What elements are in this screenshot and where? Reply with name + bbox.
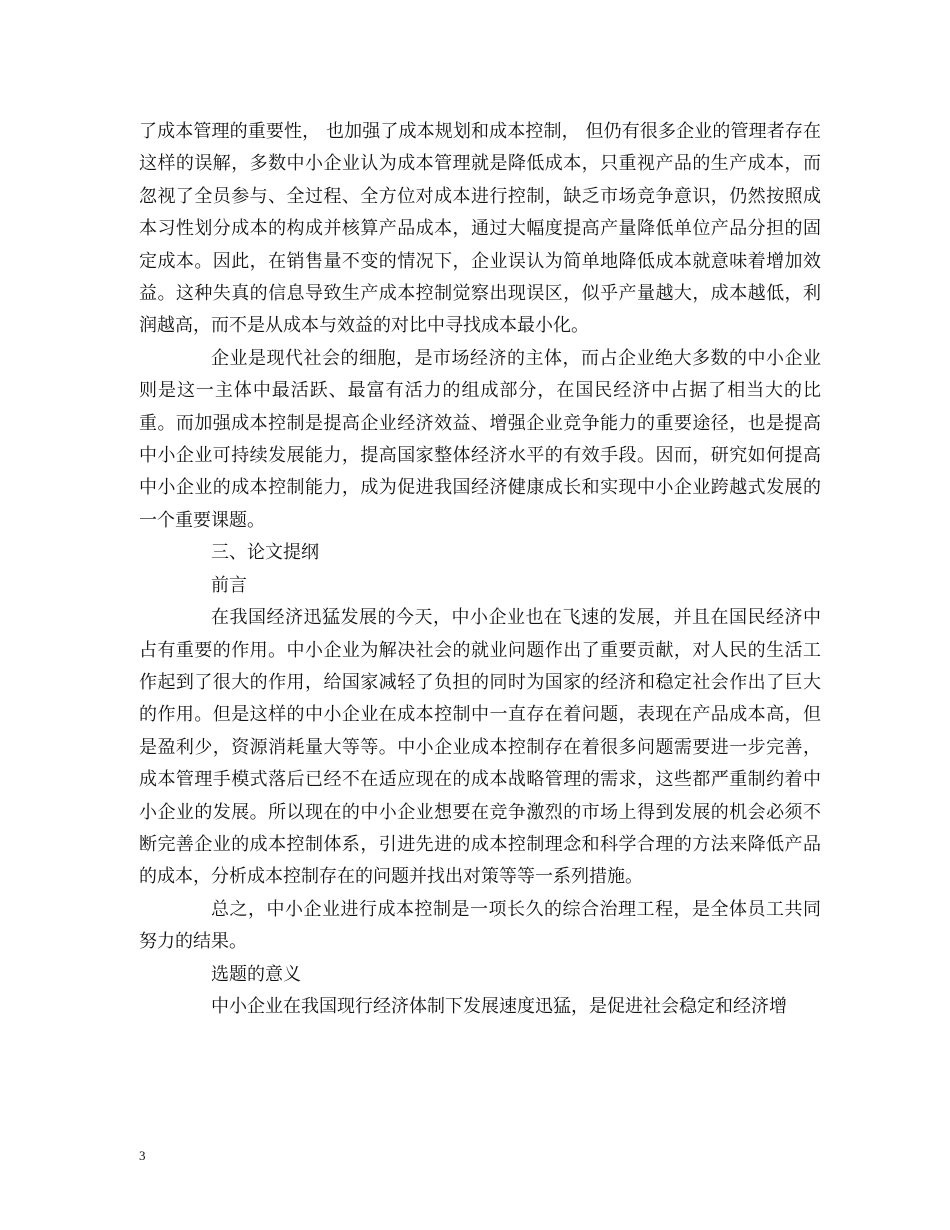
paragraph-sme-importance: 企业是现代社会的细胞，是市场经济的主体，而占企业绝大多数的中小企业则是这一主体中最活跃、最富有活力的组成部分，在国民经济中占据了相当大的比重。而加强成本控制是提高企业经济效益、增强企业竞争能力的重要途径，也是提高中小企业可持续发展能力，提高国家整体经济水平的有效手段。因而，研究如何提高中小企业的成本控制能力，成为促进我国经济健康成长和实现中小企业跨越式发展的一个重要课题。 <box>139 347 821 531</box>
paragraph-cost-management-misconception: 了成本管理的重要性， 也加强了成本规划和成本控制， 但仍有很多企业的管理者存在这样的误解，多数中小企业认为成本管理就是降低成本，只重视产品的生产成本，而忽视了全员参与、全过程、全方位对成本进行控制，缺乏市场竞争意识，仍然按照成本习性划分成本的构成并核算产品成本，通过大幅度提高产量降低单位产品分担的固定成本。因此，在销售量不变的情况下，企业误认为简单地降低成本就意味着增加效益。这种失真的信息导致生产成本控制觉察出现误区，似乎产量越大，成本越低，利润越高，而不是从成本与效益的对比中寻找成本最小化。 <box>139 121 821 337</box>
paragraph-conclusion: 总之，中小企业进行成本控制是一项长久的综合治理工程，是全体员工共同努力的结果。 <box>139 898 821 953</box>
body-text <box>139 116 821 1023</box>
section-heading-outline: 三、论文提纲 <box>211 542 319 564</box>
subheading-topic-significance: 选题的意义 <box>211 963 301 985</box>
paragraph-preface-body: 在我国经济迅猛发展的今天，中小企业也在飞速的发展，并且在国民经济中占有重要的作用。中小企业为解决社会的就业问题作出了重要贡献，对人民的生活工作起到了很大的作用，给国家减轻了负担的同时为国家的经济和稳定社会作出了巨大的作用。但是这样的中小企业在成本控制中一直存在着问题，表现在产品成本高，但是盈利少，资源消耗量大等等。中小企业成本控制存在着很多问题需要进一步完善，成本管理手模式落后已经不在适应现在的成本战略管理的需求，这些都严重制约着中小企业的发展。所以现在的中小企业想要在竞争激烈的市场上得到发展的机会必须不断完善企业的成本控制体系，引进先进的成本控制理念和科学合理的方法来降低产品的成本，分析成本控制存在的问题并找出对策等等一系列措施。 <box>139 607 821 888</box>
paragraph-topic-significance: 中小企业在我国现行经济体制下发展速度迅猛，是促进社会稳定和经济增 <box>211 995 787 1017</box>
subheading-preface: 前言 <box>211 574 247 596</box>
page-number: 3 <box>139 1148 146 1163</box>
